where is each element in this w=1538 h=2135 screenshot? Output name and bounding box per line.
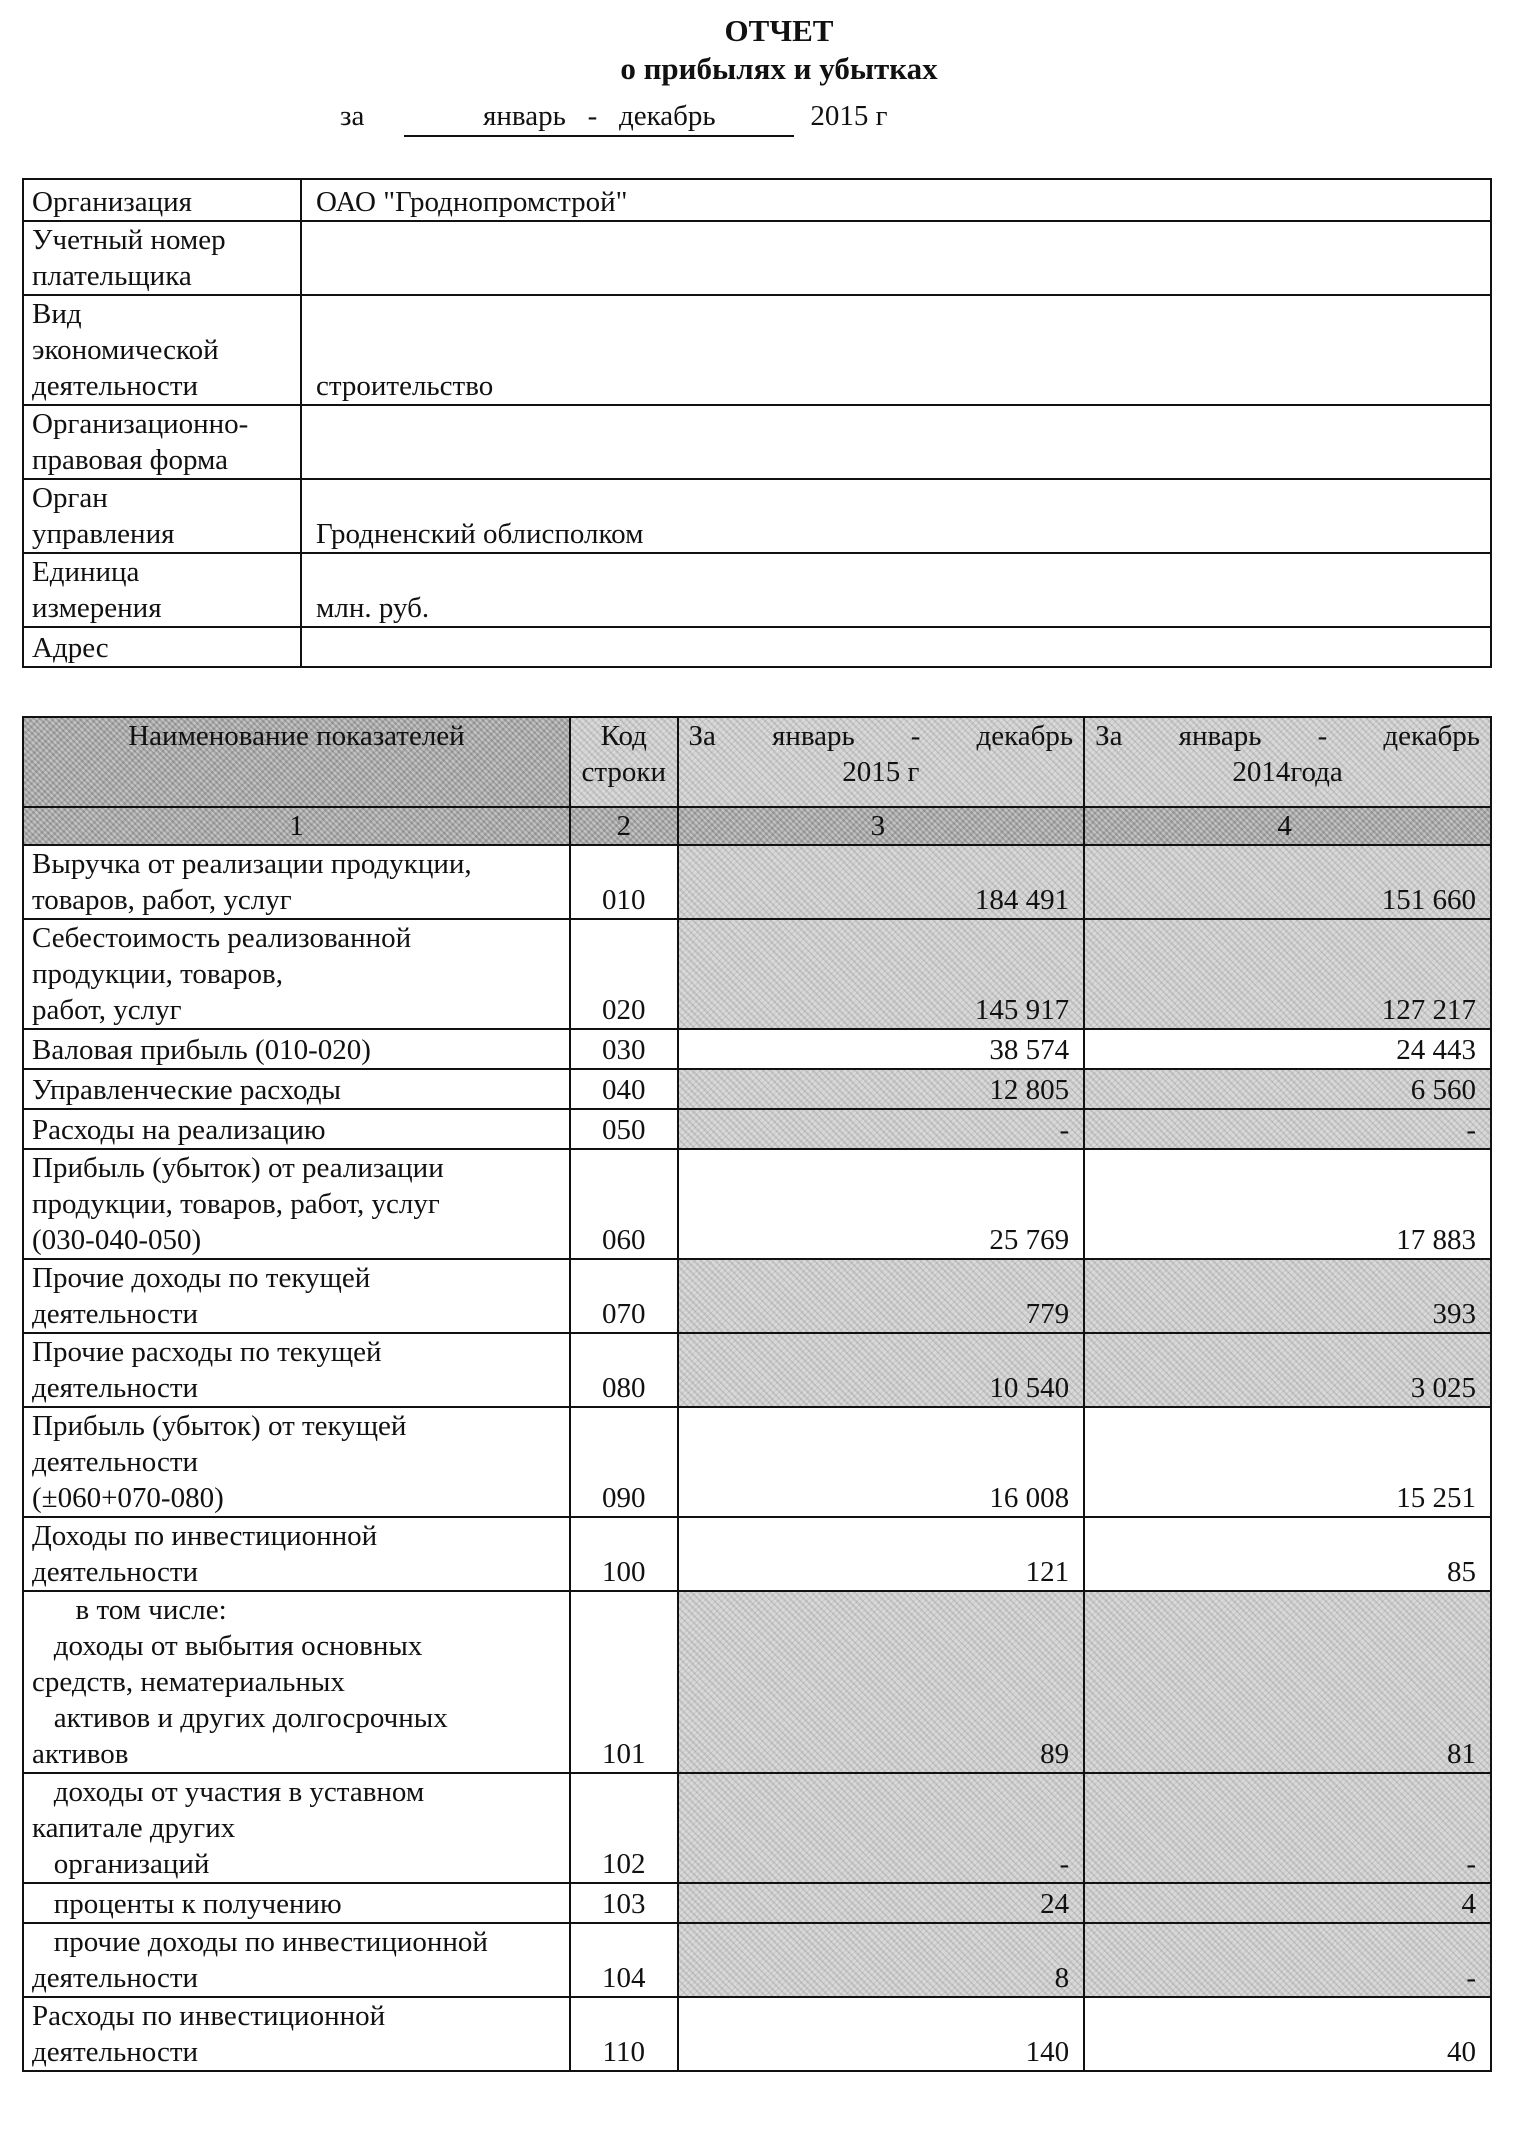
- value-2014: -: [1084, 1923, 1491, 1997]
- value-2014: 4: [1084, 1883, 1491, 1923]
- table-row: [23, 1923, 1491, 1997]
- table-row: [23, 1997, 1491, 2071]
- org-info-label: Организационно- правовая форма: [23, 405, 301, 479]
- value-2015: 779: [678, 1259, 1085, 1333]
- row-code: 020: [570, 919, 678, 1029]
- report-subtitle: о прибылях и убытках: [620, 51, 938, 86]
- column-number-3: 3: [678, 807, 1085, 845]
- org-info-label: Организация: [23, 179, 301, 221]
- row-code: 040: [570, 1069, 678, 1109]
- value-2015: 24: [678, 1883, 1085, 1923]
- org-info-label: Орган управления: [23, 479, 301, 553]
- value-2014: 85: [1084, 1517, 1491, 1591]
- row-code: 030: [570, 1029, 678, 1069]
- value-2015: 16 008: [678, 1407, 1085, 1517]
- report-period: [340, 100, 887, 137]
- value-2015: 121: [678, 1517, 1085, 1591]
- header-period-2015: [678, 717, 1085, 807]
- org-info-value: [301, 221, 1491, 295]
- period-year: 2015 г: [810, 100, 888, 132]
- org-info-value: Гродненский облисполком: [301, 479, 1491, 553]
- row-code: 102: [570, 1773, 678, 1883]
- value-2014: -: [1084, 1773, 1491, 1883]
- indicator-name: Выручка от реализации продукции, товаров, работ, услуг: [23, 845, 570, 919]
- header-row-code: Код строки: [570, 717, 678, 807]
- row-code: 010: [570, 845, 678, 919]
- row-code: 100: [570, 1517, 678, 1591]
- report-title: ОТЧЕТ: [724, 13, 834, 48]
- table-row: [23, 1591, 1491, 1773]
- indicator-name: Расходы на реализацию: [23, 1109, 570, 1149]
- value-2015: 89: [678, 1591, 1085, 1773]
- org-info-value: [301, 405, 1491, 479]
- table-row: [23, 1517, 1491, 1591]
- header-indicator-name: Наименование показателей: [23, 717, 570, 807]
- indicator-name: прочие доходы по инвестиционной деятельности: [23, 1923, 570, 1997]
- table-row: [23, 1883, 1491, 1923]
- row-code: 080: [570, 1333, 678, 1407]
- row-code: 101: [570, 1591, 678, 1773]
- value-2014: 15 251: [1084, 1407, 1491, 1517]
- table-header-row: [23, 717, 1491, 807]
- header-period-2014: [1084, 717, 1491, 807]
- value-2015: 25 769: [678, 1149, 1085, 1259]
- value-2015: 145 917: [678, 919, 1085, 1029]
- value-2015: -: [678, 1109, 1085, 1149]
- org-info-row: [23, 405, 1491, 479]
- row-code: 070: [570, 1259, 678, 1333]
- value-2014: 3 025: [1084, 1333, 1491, 1407]
- org-info-label: Учетный номер плательщика: [23, 221, 301, 295]
- report-header: [0, 12, 1538, 88]
- org-info-row: [23, 553, 1491, 627]
- table-row: [23, 1029, 1491, 1069]
- indicator-name: доходы от участия в уставном капитале других организаций: [23, 1773, 570, 1883]
- value-2014: -: [1084, 1109, 1491, 1149]
- indicator-name: Прибыль (убыток) от реализации продукции, товаров, работ, услуг (030-040-050): [23, 1149, 570, 1259]
- row-code: 104: [570, 1923, 678, 1997]
- table-row: [23, 845, 1491, 919]
- row-code: 103: [570, 1883, 678, 1923]
- table-row: [23, 1407, 1491, 1517]
- org-info-label: Единица измерения: [23, 553, 301, 627]
- value-2015: -: [678, 1773, 1085, 1883]
- org-info-value: [301, 627, 1491, 667]
- header-2014-line2: 2014года: [1232, 756, 1343, 788]
- org-info-label: Вид экономической деятельности: [23, 295, 301, 405]
- table-row: [23, 919, 1491, 1029]
- period-prefix: за: [340, 100, 365, 132]
- org-info-row: [23, 627, 1491, 667]
- table-row: [23, 1069, 1491, 1109]
- period-value: январь - декабрь: [404, 100, 794, 137]
- value-2014: 127 217: [1084, 919, 1491, 1029]
- value-2015: 12 805: [678, 1069, 1085, 1109]
- column-number-4: 4: [1084, 807, 1491, 845]
- indicator-name: Прочие доходы по текущей деятельности: [23, 1259, 570, 1333]
- header-2014-line1: За январь - декабрь: [1095, 720, 1480, 752]
- table-row: [23, 1149, 1491, 1259]
- value-2014: 151 660: [1084, 845, 1491, 919]
- profit-loss-table: [22, 716, 1492, 2072]
- column-number-2: 2: [570, 807, 678, 845]
- indicator-name: Прочие расходы по текущей деятельности: [23, 1333, 570, 1407]
- org-info-value: млн. руб.: [301, 553, 1491, 627]
- column-number-row: [23, 807, 1491, 845]
- indicator-name: проценты к получению: [23, 1883, 570, 1923]
- indicator-name: Доходы по инвестиционной деятельности: [23, 1517, 570, 1591]
- org-info-value: ОАО "Гроднопромстрой": [301, 179, 1491, 221]
- row-code: 110: [570, 1997, 678, 2071]
- indicator-name: Управленческие расходы: [23, 1069, 570, 1109]
- org-info-row: [23, 179, 1491, 221]
- table-row: [23, 1773, 1491, 1883]
- header-2015-line2: 2015 г: [842, 756, 920, 788]
- org-info-value: строительство: [301, 295, 1491, 405]
- value-2014: 393: [1084, 1259, 1491, 1333]
- header-2015-line1: За январь - декабрь: [688, 720, 1074, 752]
- row-code: 060: [570, 1149, 678, 1259]
- value-2014: 40: [1084, 1997, 1491, 2071]
- indicator-name: Расходы по инвестиционной деятельности: [23, 1997, 570, 2071]
- table-row: [23, 1333, 1491, 1407]
- indicator-name: в том числе: доходы от выбытия основных средств, нематериальных активов и других долгосрочных активов: [23, 1591, 570, 1773]
- value-2015: 184 491: [678, 845, 1085, 919]
- value-2014: 6 560: [1084, 1069, 1491, 1109]
- org-info-label: Адрес: [23, 627, 301, 667]
- org-info-row: [23, 479, 1491, 553]
- organization-info-table: [22, 178, 1492, 668]
- value-2015: 38 574: [678, 1029, 1085, 1069]
- indicator-name: Валовая прибыль (010-020): [23, 1029, 570, 1069]
- org-info-row: [23, 221, 1491, 295]
- org-info-row: [23, 295, 1491, 405]
- value-2014: 24 443: [1084, 1029, 1491, 1069]
- table-row: [23, 1109, 1491, 1149]
- table-row: [23, 1259, 1491, 1333]
- value-2015: 8: [678, 1923, 1085, 1997]
- row-code: 090: [570, 1407, 678, 1517]
- value-2014: 81: [1084, 1591, 1491, 1773]
- row-code: 050: [570, 1109, 678, 1149]
- indicator-name: Себестоимость реализованной продукции, товаров, работ, услуг: [23, 919, 570, 1029]
- indicator-name: Прибыль (убыток) от текущей деятельности (±060+070-080): [23, 1407, 570, 1517]
- value-2015: 10 540: [678, 1333, 1085, 1407]
- column-number-1: 1: [23, 807, 570, 845]
- value-2014: 17 883: [1084, 1149, 1491, 1259]
- value-2015: 140: [678, 1997, 1085, 2071]
